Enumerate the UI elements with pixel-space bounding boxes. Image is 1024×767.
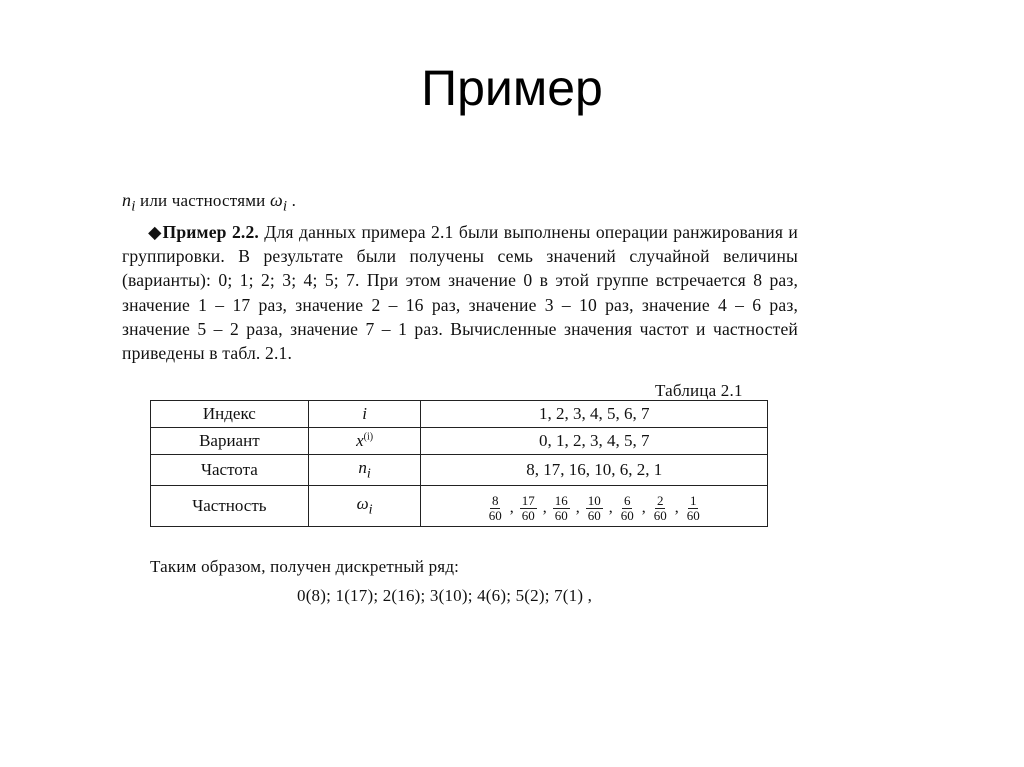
fraction: $\frac{16}{60}$ (554, 492, 568, 523)
fraction-separator: , (509, 499, 514, 516)
row-values: 1, 2, 3, 4, 5, 6, 7 (421, 401, 768, 428)
intro-line: $n_i$ или частностями $\omega_i$ . (122, 190, 297, 215)
conclusion-text: Таким образом, получен дискретный ряд: (150, 557, 460, 576)
n-i-symbol: $n_i$ (122, 190, 136, 215)
fraction: $\frac{8}{60}$ (488, 492, 502, 523)
row-label: Частность (151, 486, 309, 527)
example-paragraph (122, 220, 798, 365)
fraction: $\frac{2}{60}$ (653, 492, 667, 523)
slide-title: Пример (421, 60, 603, 116)
row-symbol: i (308, 401, 421, 428)
fraction-separator: , (542, 499, 547, 516)
fraction-separator: , (674, 499, 679, 516)
fraction-separator: , (575, 499, 580, 516)
omega-i-symbol: $\omega_i$ (269, 190, 288, 215)
table-row (151, 401, 768, 428)
fraction: $\frac{1}{60}$ (686, 492, 700, 523)
frequency-table (150, 400, 768, 527)
row-values: 0, 1, 2, 3, 4, 5, 7 (421, 428, 768, 455)
example-label: Пример 2.2. (162, 222, 259, 242)
bullet-diamond-icon: ◆ (148, 222, 163, 242)
table-row (151, 428, 768, 455)
table-row (151, 486, 768, 527)
row-values: 8, 17, 16, 10, 6, 2, 1 (421, 455, 768, 486)
table-row (151, 455, 768, 486)
fraction-separator: , (608, 499, 613, 516)
discrete-series: 0(8); 1(17); 2(16); 3(10); 4(6); 5(2); 7(1) , (297, 586, 593, 605)
row-values (421, 486, 768, 527)
row-symbol: $n_i$ (308, 455, 421, 486)
fraction: $\frac{10}{60}$ (587, 492, 601, 523)
example-text: Для данных примера 2.1 были выполнены операции ранжирования и группировки. В результате были получены семь значений случайной величины (варианты): 0; 1; 2; 3; 4; 5; 7. При этом значение 0 в этой группе встречается 8 раз, значение 1 – 17 раз, значение 2 – 16 раз, значение 3 – 10 раз, значение 4 – 6 раз, значение 5 – 2 раза, значение 7 – 1 раз. Вычисленные значения частот и частностей приведены в табл. 2.1. (122, 222, 798, 364)
table-caption: Таблица 2.1 (655, 381, 743, 400)
row-symbol: $x^{(i)}$ (308, 428, 421, 455)
row-label: Индекс (151, 401, 309, 428)
row-label: Вариант (151, 428, 309, 455)
fraction: $\frac{17}{60}$ (521, 492, 535, 523)
row-label: Частота (151, 455, 309, 486)
fraction: $\frac{6}{60}$ (620, 492, 634, 523)
fraction-separator: , (641, 499, 646, 516)
fraction-list (485, 494, 704, 523)
row-symbol: $\omega_i$ (308, 486, 421, 527)
intro-text: или частностями (135, 191, 270, 210)
